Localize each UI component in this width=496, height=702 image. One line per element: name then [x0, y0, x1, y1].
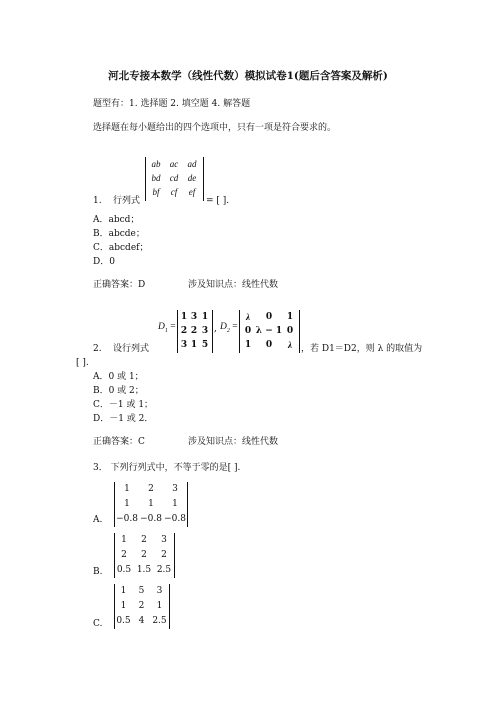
matrix-cell: 2: [148, 484, 154, 494]
matrix-cell: 2: [161, 550, 167, 560]
matrix-cell: 5: [138, 586, 145, 596]
matrix-cell: 0: [286, 326, 294, 336]
q1-correct-answer: 正确答案：D: [93, 280, 146, 290]
matrix-cell: bf: [152, 187, 160, 197]
matrix-cell: 1: [286, 312, 294, 322]
matrix-cell: cd: [169, 173, 179, 183]
q1-option-a: A．abcd；: [93, 215, 140, 225]
q3-stem: 3． 下列行列式中，不等于零的是[ ].: [93, 463, 241, 473]
matrix-cell: 3: [156, 586, 163, 596]
q1-stem: 行列式: [113, 196, 141, 206]
matrix-cell: ad: [187, 159, 197, 169]
q2-number: 2.: [93, 344, 102, 354]
d-separator: ,: [214, 324, 217, 334]
matrix-cell: 3: [161, 535, 167, 545]
matrix-cell: λ − 1: [255, 326, 283, 336]
q3-option-b-determinant: [114, 533, 174, 578]
page-title: 河北专接本数学（线性代数）模拟试卷1(题后含答案及解析): [108, 70, 388, 82]
matrix-cell: 2.5: [156, 565, 172, 575]
matrix-cell: 1: [124, 484, 130, 494]
q2-stem: 设行列式: [113, 344, 150, 354]
matrix-cell: 2: [141, 535, 147, 545]
matrix-cell: 0: [265, 312, 273, 322]
q2-knowledge-point: 涉及知识点：线性代数: [188, 437, 279, 447]
matrix-cell: 1: [180, 312, 188, 322]
matrix-cell: 2: [138, 601, 145, 611]
instruction-line: 选择题在每小题给出的四个选项中，只有一项是符合要求的。: [93, 123, 337, 133]
matrix-cell: 1: [172, 499, 178, 509]
matrix-cell: 1: [120, 601, 127, 611]
matrix-cell: λ: [288, 340, 292, 350]
matrix-cell: 0: [244, 326, 252, 336]
question-types-line: 题型有：1. 选择题 2. 填空题 4. 解答题: [93, 99, 251, 109]
q3-option-a-determinant: [114, 482, 187, 527]
q2-condition: ，若 D1＝D2，则 λ 的取值为: [301, 344, 423, 354]
matrix-cell: bd: [151, 173, 161, 183]
matrix-cell: 0: [265, 340, 273, 350]
matrix-cell: 1: [156, 601, 163, 611]
q2-option-c: C．－1 或 1；: [93, 400, 154, 410]
matrix-cell: 2.5: [152, 616, 167, 626]
matrix-cell: 0.5: [116, 616, 131, 626]
matrix-cell: 1: [190, 340, 198, 350]
matrix-cell: 1: [201, 312, 209, 322]
matrix-cell: de: [187, 173, 197, 183]
matrix-cell: 2: [190, 326, 198, 336]
q1-option-d: D．0: [93, 257, 115, 267]
d1-label: $D_1$ =: [158, 322, 176, 334]
matrix-cell: −0.8: [116, 514, 138, 524]
q3-option-b-label: B.: [93, 567, 103, 577]
matrix-cell: 0.5: [116, 565, 132, 575]
matrix-cell: ef: [188, 187, 196, 197]
q2-answer-bracket: [ ].: [76, 358, 89, 368]
matrix-cell: 3: [190, 312, 198, 322]
q3-option-a-label: A.: [93, 515, 103, 525]
matrix-cell: 3: [180, 340, 188, 350]
q2-option-d: D．－1 或 2．: [93, 414, 154, 424]
matrix-cell: 5: [201, 340, 209, 350]
d2-label: $D_2$ =: [220, 322, 238, 334]
q1-determinant: [145, 157, 203, 201]
matrix-cell: 1: [148, 499, 154, 509]
matrix-cell: ac: [169, 159, 179, 169]
q1-option-c: C．abcdef；: [93, 243, 149, 253]
matrix-cell: 2: [180, 326, 188, 336]
q1-answer-bracket: = [ ].: [206, 196, 230, 206]
q2-option-a: A．0 或 1；: [93, 372, 144, 382]
matrix-cell: 4: [138, 616, 145, 626]
q1-number: 1.: [93, 196, 102, 206]
matrix-cell: 2: [121, 550, 127, 560]
q1-option-b: B．abcde；: [93, 229, 145, 239]
matrix-cell: ab: [151, 159, 161, 169]
matrix-cell: 3: [201, 326, 209, 336]
q2-correct-answer: 正确答案：C: [93, 437, 145, 447]
matrix-cell: cf: [170, 187, 178, 197]
q3-option-c-determinant: [114, 584, 169, 629]
q3-option-c-label: C.: [93, 619, 103, 629]
matrix-cell: λ: [246, 312, 250, 322]
matrix-cell: 1: [244, 340, 252, 350]
q2-d2-determinant: [239, 310, 299, 353]
matrix-cell: 1: [121, 535, 127, 545]
q2-d1-determinant: [177, 310, 212, 353]
matrix-cell: 3: [172, 484, 178, 494]
matrix-cell: 1: [120, 586, 127, 596]
matrix-cell: 1.5: [136, 565, 152, 575]
matrix-cell: −0.8: [140, 514, 162, 524]
matrix-cell: 1: [124, 499, 130, 509]
q1-knowledge-point: 涉及知识点：线性代数: [188, 280, 279, 290]
matrix-cell: 2: [141, 550, 147, 560]
q2-option-b: B．0 或 2；: [93, 386, 144, 396]
matrix-cell: −0.8: [164, 514, 186, 524]
